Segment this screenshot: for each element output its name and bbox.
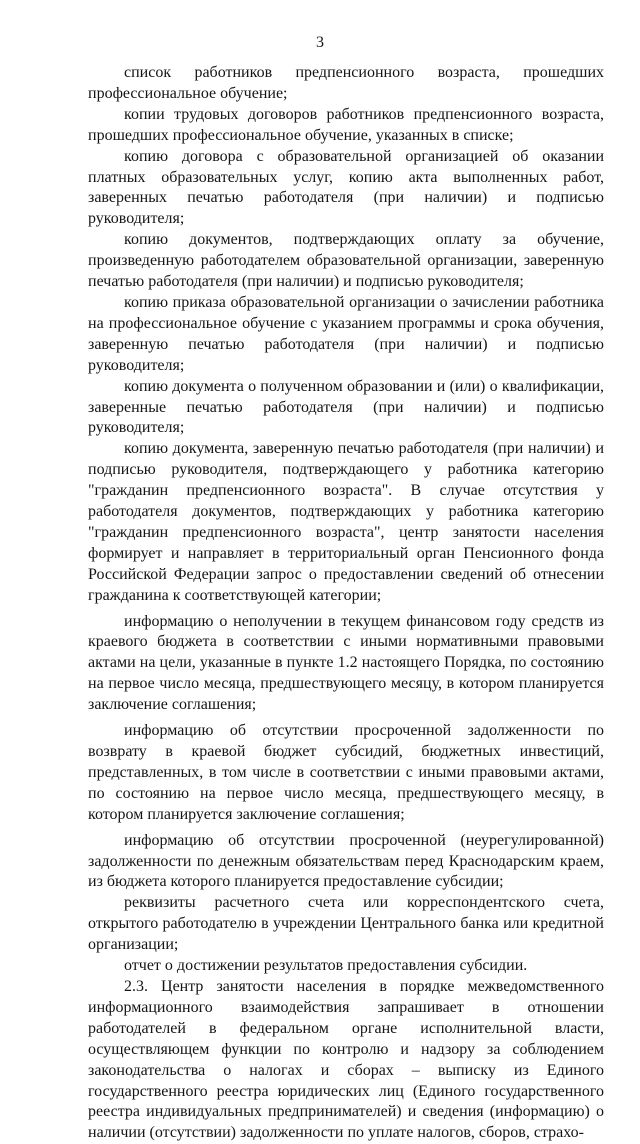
paragraph-no-regional-funds: информацию о неполучении в текущем финансовом году средств из краевого бюджета в соответствии с иными нормативными правовыми актами на цели, указанные в пункте 1.2 настоящего Порядка, по состоянию на первое число месяца, предшествующего месяцу, в котором планируется заключение соглашения;: [88, 612, 604, 714]
paragraph-labor-contracts: копии трудовых договоров работников предпенсионного возраста, прошедших профессиональное обучение, указанных в списке;: [88, 105, 604, 144]
paragraph-no-overdue-subsidy-debt: информацию об отсутствии просроченной задолженности по возврату в краевой бюджет субсидий, бюджетных инвестиций, представленных, в том числе в соответствии с иными правовыми актами, по состоянию на первое число месяца, предшествующего месяцу, в котором планируется заключение соглашения;: [88, 722, 604, 823]
paragraph-preretirement-category: копию документа, заверенную печатью работодателя (при наличии) и подписью руководителя, подтверждающего у работника категорию "гражданин предпенсионного возраста". В случае отсутствия у работодателя документов, подтверждающих у работника категорию "гражданин предпенсионного возраста", центр занятости населения формирует и направляет в территориальный орган Пенсионного фонда Российской Федерации запрос о предоставлении сведений об отнесении гражданина к соответствующей категории;: [88, 440, 604, 604]
paragraph-enrollment-order: копию приказа образовательной организации о зачислении работника на профессиональное обучение с указанием программы и срока обучения, заверенную печатью работодателя (при наличии) и подписью руководителя;: [88, 293, 604, 374]
document-body: [88, 63, 604, 1144]
paragraph-section-2-3: 2.3. Центр занятости населения в порядке межведомственного информационного взаимодействия запрашивает в отношении работодателей в федеральном органе исполнительной власти, осуществляющем функции по контролю и надзору за соблюдением законодательства о налогах и сборах – выписку из Единого государственного реестра юридических лиц (Единого государственного реестра индивидуальных предпринимателей) и сведения (информацию) о наличии (отсутствии) задолженности по уплате налогов, сборов, страхо-: [88, 977, 604, 1142]
paragraph-results-report: отчет о достижении результатов предоставления субсидии.: [124, 957, 528, 975]
paragraph-employee-list: список работников предпенсионного возраста, прошедших профессиональное обучение;: [88, 64, 604, 102]
paragraph-no-monetary-obligations-debt: информацию об отсутствии просроченной (неурегулированной) задолженности по денежным обязательствам перед Краснодарским краем, из бюджета которого планируется предоставление субсидии;: [88, 831, 604, 891]
paragraph-education-contract: копию договора с образовательной организацией об оказании платных образовательных услуг, копию акта выполненных работ, заверенных печатью работодателя (при наличии) и подписью руководителя;: [88, 147, 604, 228]
page-number: 3: [316, 34, 324, 51]
paragraph-payment-documents: копию документов, подтверждающих оплату за обучение, произведенную работодателем образовательной организации, заверенную печатью работодателя (при наличии) и подписью руководителя;: [88, 231, 604, 291]
paragraph-bank-details: реквизиты расчетного счета или корреспондентского счета, открытого работодателю в учреждении Центрального банка или кредитной организации;: [88, 894, 604, 954]
paragraph-qualification-document: копию документа о полученном образовании и (или) о квалификации, заверенные печатью работодателя (при наличии) и подписью руководителя;: [88, 377, 604, 437]
